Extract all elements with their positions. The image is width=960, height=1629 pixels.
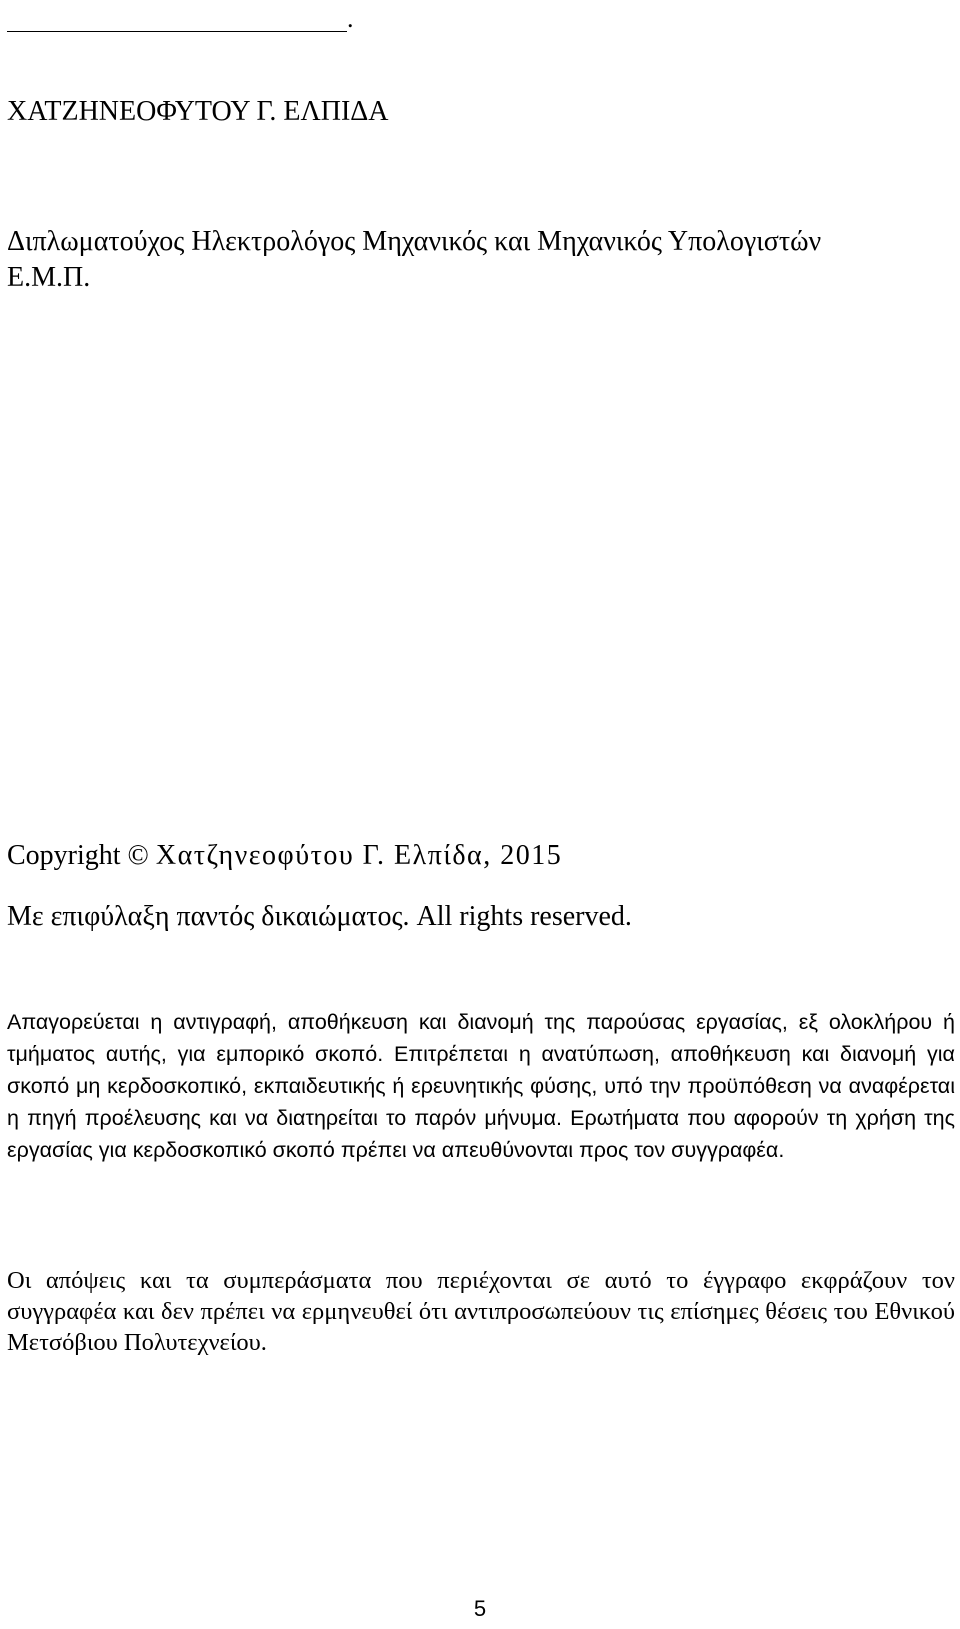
signature-rule (7, 30, 347, 32)
notice-paragraph-1: Απαγορεύεται η αντιγραφή, αποθήκευση και διανομή της παρούσας εργασίας, εξ ολοκλήρου ή τμήματος αυτής, για εμπορικό σκοπό. Επιτρέπεται η ανατύπωση, αποθήκευση και διανομή για σκοπό μη κερδοσκοπικό, εκπαιδευτικής ή ερευνητικής φύσης, υπό την προϋπόθεση να αναφέρεται η πηγή προέλευσης και να διατηρείται το παρόν μήνυμα. Ερωτήματα που αφορούν τη χρήση της εργασίας για κερδοσκοπικό σκοπό πρέπει να απευθύνονται προς τον συγγραφέα. (7, 1010, 955, 1162)
signature-line (7, 6, 354, 32)
signature-dot: . (347, 4, 354, 33)
copyright-holder: Χατζηνεοφύτου Γ. Ελπίδα, 2015 (155, 840, 563, 871)
author-degree: Διπλωματούχος Ηλεκτρολόγος Μηχανικός και Μηχανικός Υπολογιστών (7, 226, 822, 257)
copyright-prefix: Copyright © (7, 840, 156, 871)
author-school: Ε.Μ.Π. (7, 262, 91, 293)
page-number: 5 (473, 1596, 487, 1621)
rights-statement: Με επιφύλαξη παντός δικαιώματος. All rights reserved. (7, 901, 632, 932)
copyright-line (7, 841, 562, 872)
notice-paragraph-2: Οι απόψεις και τα συμπεράσματα που περιέχονται σε αυτό το έγγραφο εκφράζουν τον συγγραφέα και δεν πρέπει να ερμηνευθεί ότι αντιπροσωπεύουν τις επίσημες θέσεις του Εθνικού Μετσόβιου Πολυτεχνείου. (7, 1267, 955, 1356)
author-name: ΧΑΤΖΗΝΕΟΦΥΤΟΥ Γ. ΕΛΠΙΔΑ (7, 96, 389, 127)
